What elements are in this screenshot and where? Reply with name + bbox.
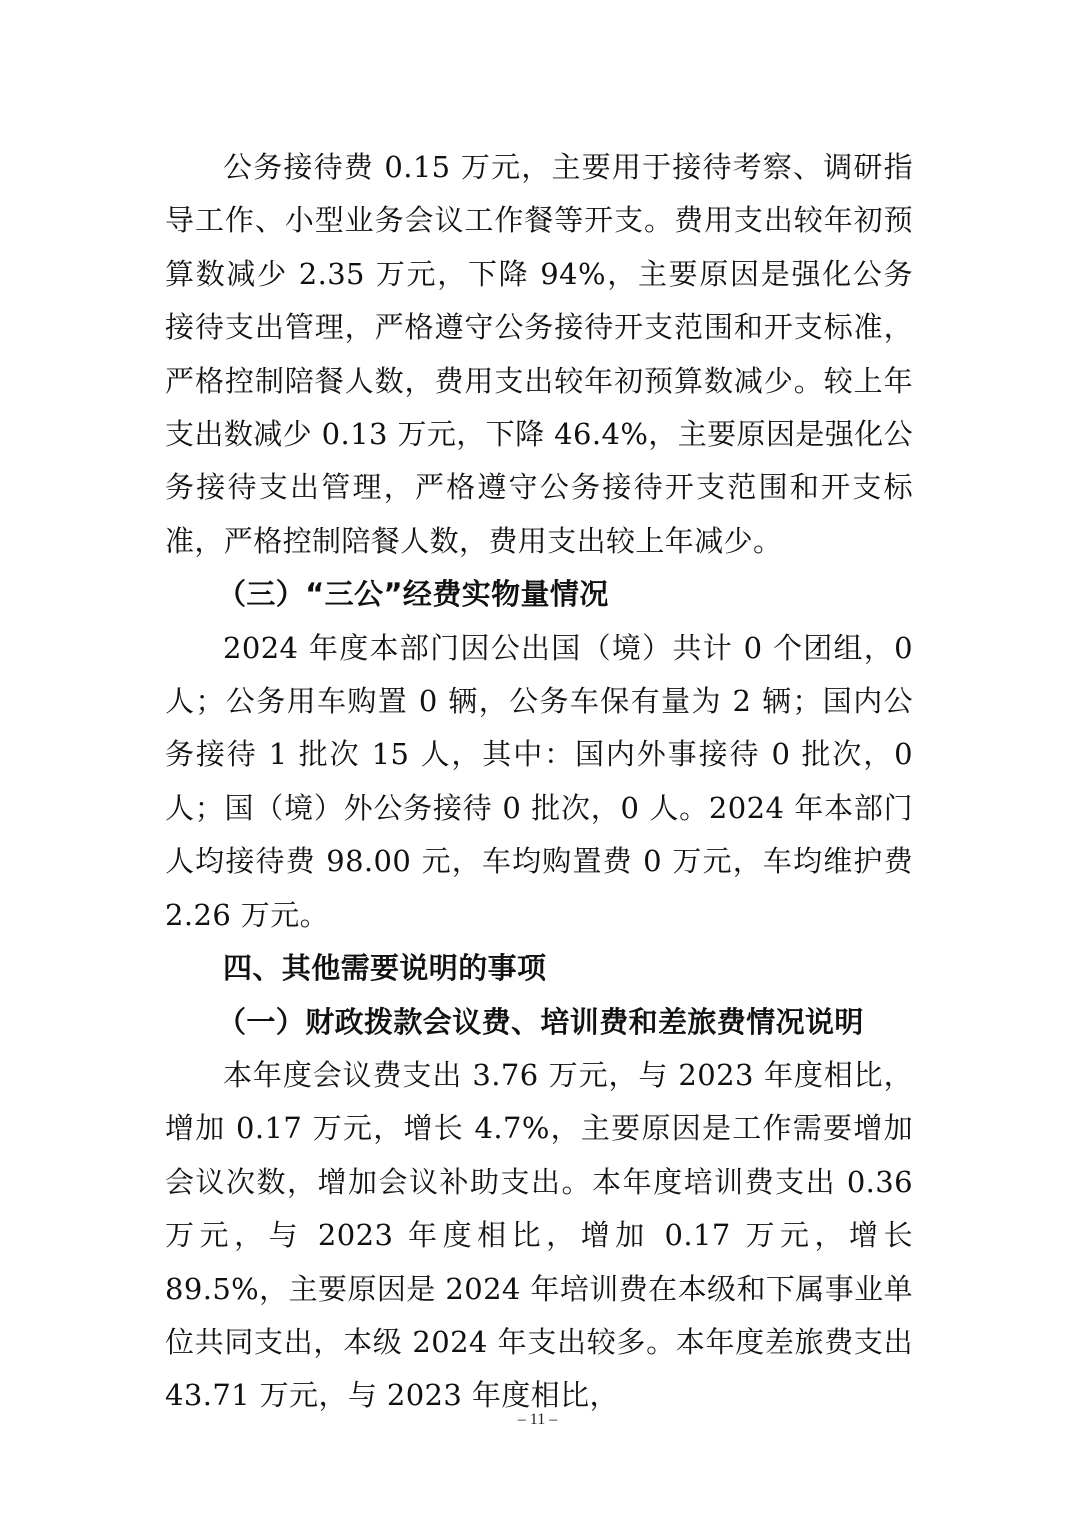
section-heading-4-1: （一）财政拨款会议费、培训费和差旅费情况说明 bbox=[217, 1004, 864, 1039]
reception-expense-paragraph: 公务接待费 0.15 万元，主要用于接待考察、调研指导工作、小型业务会议工作餐等开支。费用支出较年初预算数减少 2.35 万元，下降 94%，主要原因是强化公务接待支出管理，严格遵守公务接待开支范围和开支标准，严格控制陪餐人数，费用支出较年初预算数减少。较上年支出数减少 0.13 万元，下降 46.4%，主要原因是强化公务接待支出管理，严格遵守公务接待开支范围和开支标准，严格控制陪餐人数，费用支出较上年减少。 bbox=[165, 150, 913, 558]
quantity-paragraph: 2024 年度本部门因公出国（境）共计 0 个团组，0 人；公务用车购置 0 辆，公务车保有量为 2 辆；国内公务接待 1 批次 15 人，其中：国内外事接待 0 批次，0 人；国（境）外公务接待 0 批次，0 人。2024 年本部门人均接待费 98.00 元，车均购置费 0 万元，车均维护费 2.26 万元。 bbox=[165, 630, 913, 932]
meeting-training-travel-paragraph: 本年度会议费支出 3.76 万元，与 2023 年度相比，增加 0.17 万元，增长 4.7%，主要原因是工作需要增加会议次数，增加会议补助支出。本年度培训费支出 0.36 万元，与 2023 年度相比，增加 0.17 万元，增长 89.5%，主要原因是 2024 年培训费在本级和下属事业单位共同支出，本级 2024 年支出较多。本年度差旅费支出 43.71 万元，与 2023 年度相比， bbox=[165, 1057, 913, 1413]
section-heading-4: 四、其他需要说明的事项 bbox=[223, 951, 547, 986]
page-body bbox=[165, 141, 913, 1423]
section-heading-3: （三）“三公”经费实物量情况 bbox=[217, 577, 609, 612]
page-number: – 11 – bbox=[517, 1411, 558, 1428]
